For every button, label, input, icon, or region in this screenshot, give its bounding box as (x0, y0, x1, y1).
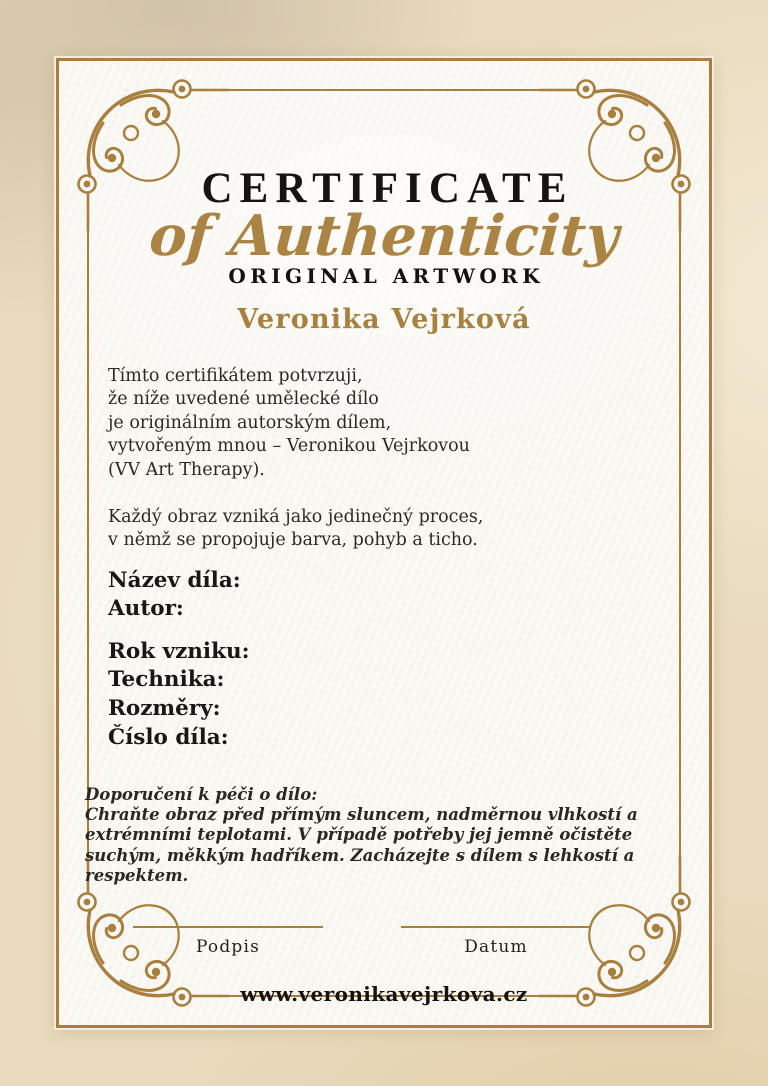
original-artwork-tagline: ORIGINAL ARTWORK (228, 263, 544, 288)
signature-line (133, 926, 323, 928)
statement-line: je originálním autorským dílem, (108, 412, 392, 433)
field-label-rozmery: Rozměry: (108, 695, 221, 721)
care-heading: Doporučení k péči o dílo: (85, 785, 318, 805)
statement-line: (VV Art Therapy). (108, 460, 265, 481)
authenticity-statement (108, 365, 709, 553)
certificate-panel (56, 58, 712, 1028)
certificate-content (59, 61, 709, 1025)
field-group-title-author (108, 567, 709, 624)
artist-name: Veronika Vejrková (237, 303, 531, 335)
statement-line: v němž se propojuje barva, pohyb a ticho. (108, 530, 478, 551)
signature-row (37, 926, 687, 957)
website-url: www.veronikavejrkova.cz (240, 981, 528, 1006)
date-line (401, 926, 591, 928)
field-label-rok-vzniku: Rok vzniku: (108, 638, 250, 664)
artwork-fields (108, 567, 709, 753)
statement-line: Tímto certifikátem potvrzuji, (108, 365, 363, 386)
field-group-details (108, 638, 709, 752)
field-label-autor: Autor: (108, 596, 184, 622)
date-column (401, 926, 591, 957)
statement-line: že níže uvedené umělecké dílo (108, 389, 379, 410)
certificate-script-subtitle: of Authenticity (147, 203, 621, 270)
field-label-nazev-dila: Název díla: (108, 567, 241, 593)
care-instructions (85, 785, 663, 886)
care-body: Chraňte obraz před přímým sluncem, nadměrnou vlhkostí a extrémními teplotami. V případě potřeby jej jemně očistěte suchým, měkkým hadříkem. Zacházejte s dílem s lehkostí a respektem. (85, 805, 638, 885)
field-label-cislo-dila: Číslo díla: (108, 724, 229, 750)
date-label: Datum (464, 936, 528, 957)
field-label-technika: Technika: (108, 667, 225, 693)
signature-column (133, 926, 323, 957)
signature-label: Podpis (195, 936, 261, 957)
statement-line: vytvořeným mnou – Veronikou Vejrkovou (108, 436, 470, 457)
statement-line: Každý obraz vzniká jako jedinečný proces, (108, 506, 484, 527)
certificate-title: CERTIFICATE (201, 165, 574, 212)
